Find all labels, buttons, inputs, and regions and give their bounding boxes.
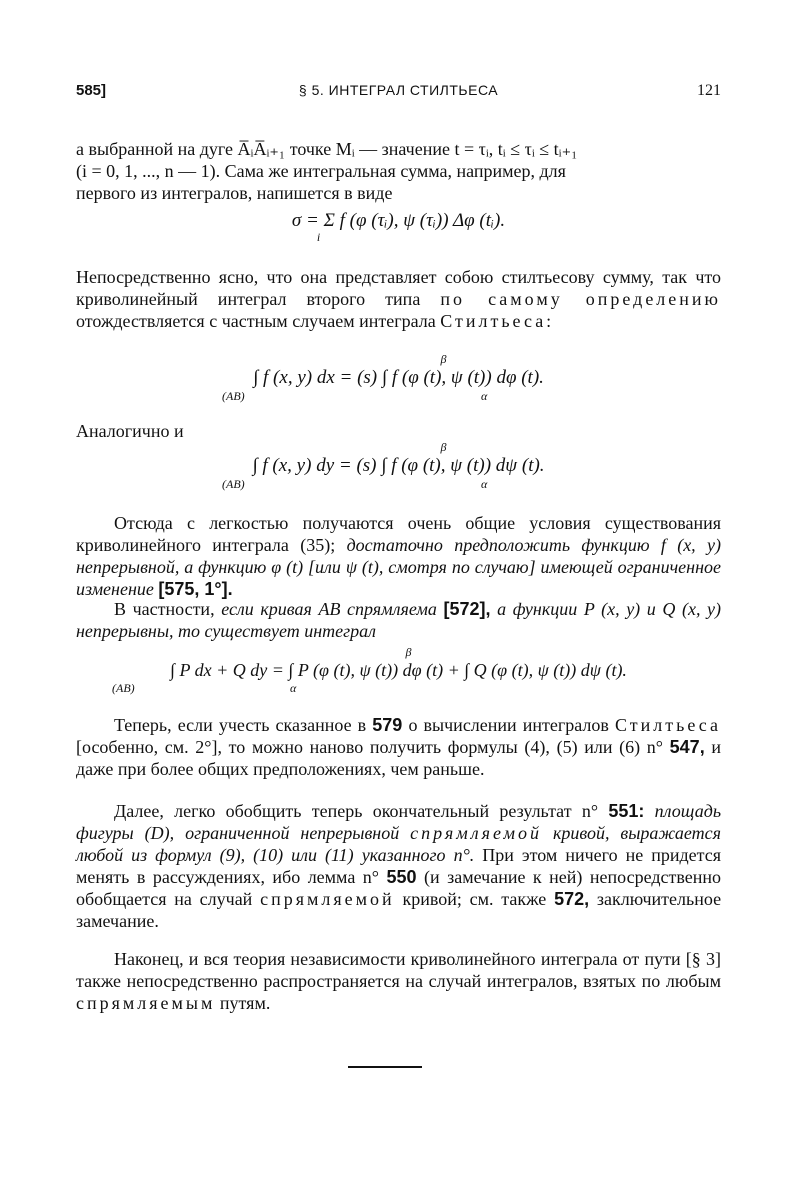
section-number: 585] (76, 82, 107, 99)
paragraph-6-italic-1: площадь фигуры (D), ограниченной непрерывной (76, 801, 722, 843)
paragraph-6-c: (и замечание к ней) непосредственно обобщается на случай (76, 867, 721, 909)
paragraph-2-c: по самому определению (440, 289, 721, 309)
paragraph-4 (76, 598, 721, 642)
paragraph-2-b: так что криволинейный интеграл второго типа (76, 267, 722, 309)
paragraph-6-d: кривой; см. также (402, 889, 547, 909)
paragraph-7-a: Наконец, и вся теория независимости криволинейного интеграла от пути [§ 3] также непосредственно распространяется на случай интегралов, взятых по любым (76, 949, 721, 991)
paragraph-6-ref-3: 572, (554, 889, 590, 909)
paragraph-6-a: Далее, легко обобщить теперь окончательный результат n° (114, 801, 599, 821)
page-number: 121 (697, 82, 721, 99)
analog-line: Аналогично и (76, 421, 184, 441)
paragraph-6-italic-2: кривой, выражается любой из формул (9), (10) или (11) указанного n°. (76, 823, 722, 865)
paragraph-3-ref: [575, 1°]. (158, 579, 233, 599)
paragraph-6-spaced-2: спрямляемой (260, 889, 395, 909)
paragraph-3-plain: Отсюда с легкостью получаются очень общие условия существования криволинейного интеграла (35); (76, 513, 721, 555)
end-rule (348, 1066, 422, 1068)
paragraph-1-line-3: первого из интегралов, напишется в виде (76, 183, 393, 203)
paragraph-3-italic: достаточно предположить функцию f (x, y) непрерывной, а функцию φ (t) [или ψ (t), смотря по случаю] имеющей ограниченное изменение (76, 535, 721, 599)
paragraph-6-e: заключительное замечание. (76, 889, 722, 931)
paragraph-5-ref-1: 579 (372, 715, 403, 735)
formula-sigma-subscript: i (316, 230, 321, 244)
paragraph-3 (76, 512, 721, 600)
formula-dx-upper-limit: β (440, 352, 447, 366)
formula-pq-upper-limit: β (405, 645, 412, 659)
formula-pq-lower-limit: α (290, 681, 297, 695)
paragraph-4-ref: [572], (443, 599, 491, 619)
paragraph-1 (76, 138, 721, 204)
paragraph-6-b: При этом ничего не придется менять в рассуждениях, ибо лемма n° (76, 845, 721, 887)
paragraph-1-line-2: (i = 0, 1, ..., n — 1). Сама же интегральная сумма, например, для (76, 161, 566, 181)
formula-dy-body: ∫ f (x, y) dy = (s) ∫ f (φ (t), ψ (t)) dψ (t). (252, 455, 545, 476)
formula-dx (76, 352, 721, 405)
paragraph-5-b: о вычислении интегралов (408, 715, 609, 735)
paragraph-2-d: отождествляется с частным случаем интеграла (76, 311, 436, 331)
paragraph-5-e: и даже при более общих предположениях, чем раньше. (76, 737, 722, 779)
paragraph-4-italic-2: а функции P (x, y) и Q (x, y) непрерывны, то существует интеграл (76, 599, 722, 641)
formula-dx-contour: (AB) (222, 389, 245, 403)
formula-dx-body: ∫ f (x, y) dx = (s) ∫ f (φ (t), ψ (t)) dφ (t). (253, 367, 544, 388)
paragraph-5-ref-2: 547, (669, 737, 705, 757)
formula-dy (76, 440, 721, 493)
paragraph-2-a: Непосредственно ясно, что она представляет собою стилтьесову сумму, (76, 267, 654, 287)
formula-pq-contour: (AB) (112, 681, 135, 695)
formula-dy-upper-limit: β (440, 440, 447, 454)
paragraph-7-b: путям. (219, 993, 271, 1013)
paragraph-6-ref-1: 551: (608, 801, 645, 821)
paragraph-2-e: Стилтьеса: (440, 311, 555, 331)
running-title: § 5. ИНТЕГРАЛ СТИЛТЬЕСА (298, 82, 499, 98)
paragraph-4-start: В частности, (114, 599, 215, 619)
paragraph-6-spaced-1: спрямляемой (410, 823, 543, 843)
paragraph-4-italic-1: если кривая AB спрямляема (221, 599, 437, 619)
formula-sigma (76, 210, 721, 245)
formula-dy-contour: (AB) (222, 477, 245, 491)
formula-pq-body: ∫ P dx + Q dy = ∫ P (φ (t), ψ (t)) dφ (t) + ∫ Q (φ (t), ψ (t)) dψ (t). (170, 660, 627, 680)
paragraph-1-line-1: а выбранной на дуге A̅ᵢA̅ᵢ₊₁ точке Mᵢ — значение t = τᵢ, tᵢ ≤ τᵢ ≤ tᵢ₊₁ (76, 139, 578, 159)
paragraph-5 (76, 714, 721, 780)
paragraph-6-ref-2: 550 (386, 867, 417, 887)
paragraph-5-c: Стилтьеса (615, 715, 721, 735)
paragraph-7 (76, 948, 721, 1014)
formula-dy-lower-limit: α (481, 477, 488, 491)
page-header (76, 82, 721, 112)
paragraph-6 (76, 800, 721, 932)
paragraph-7-spaced: спрямляемым (76, 993, 216, 1013)
paragraph-5-a: Теперь, если учесть сказанное в (114, 715, 367, 735)
formula-sigma-body: σ = Σ f (φ (τᵢ), ψ (τᵢ)) Δφ (tᵢ). (291, 210, 506, 231)
formula-pq (76, 645, 721, 697)
paragraph-5-d: [особенно, см. 2°], то можно наново получить формулы (4), (5) или (6) n° (76, 737, 663, 757)
formula-dx-lower-limit: α (481, 389, 488, 403)
paragraph-2 (76, 266, 721, 332)
